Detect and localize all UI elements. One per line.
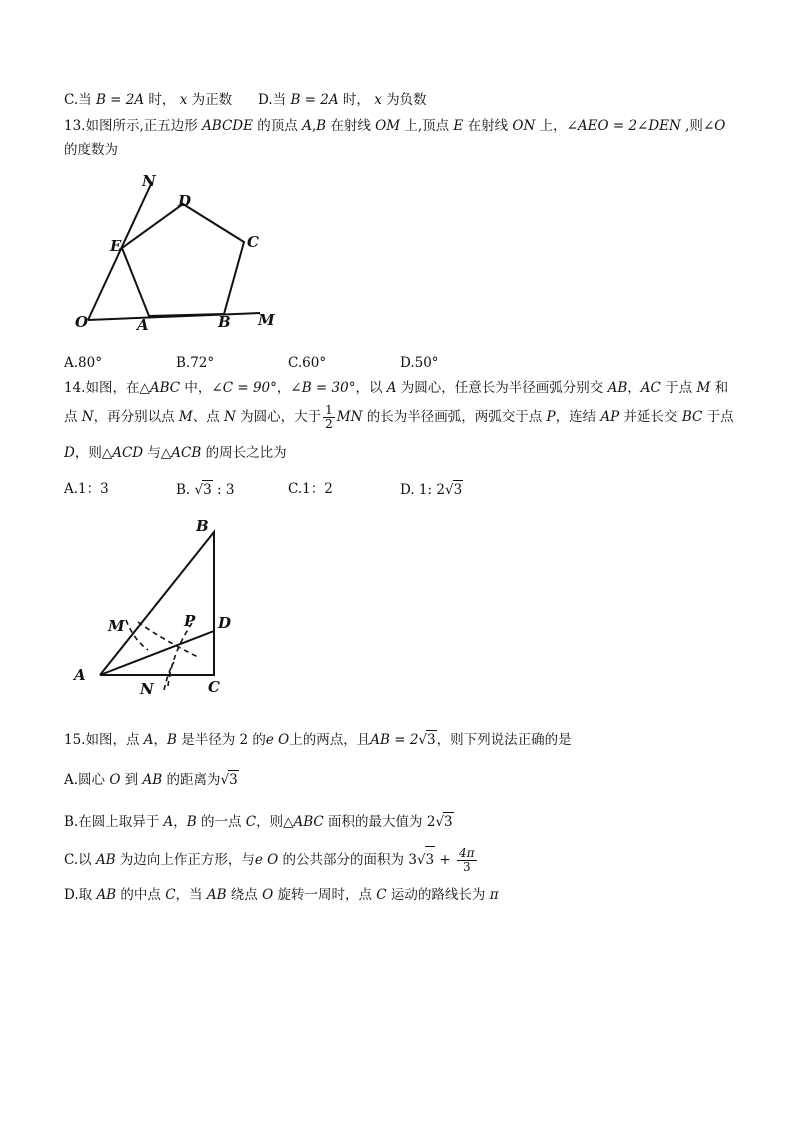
q14-option-d: D. 1: 2√3 [400, 482, 463, 498]
arc-center-a-upper [126, 620, 148, 650]
q14-stem-line1: 14.如图，在△ABC 中，∠C = 90°，∠B = 30°，以 A 为圆心，任意长为半径画弧分别交 AB，AC 于点 M 和 [64, 380, 729, 396]
q13-option-a: A.80° [64, 355, 102, 371]
q13-option-d: D.50° [400, 355, 439, 371]
q14-stem-line3: D，则△ACD 与△ACB 的周长之比为 [64, 445, 287, 461]
q13-stem-line1: 13.如图所示,正五边形 ABCDE 的顶点 A,B 在射线 OM 上,顶点 E 在射线 ON 上，∠AEO = 2∠DEN ,则∠O [64, 118, 726, 134]
label-p: P [184, 612, 196, 630]
label-o: O [75, 313, 89, 331]
q15-option-a: A.圆心 O 到 AB 的距离为√3 [64, 772, 238, 788]
fraction-one-half: $\frac{1}{2}$ [325, 403, 333, 431]
q14-option-c: C.1：2 [288, 481, 333, 497]
label-d: D [218, 614, 232, 632]
q14-stem-line2: 点 N，再分别以点 M、点 N 为圆心，大于 $\frac{1}{2}$ MN 的长为半径画弧，两弧交于点 P，连结 AP 并延长交 BC 于点 [64, 403, 734, 431]
ray-om [88, 313, 260, 320]
label-b: B [218, 313, 231, 331]
label-e: E [110, 237, 122, 255]
label-n: N [140, 680, 154, 698]
q13-pentagon-figure [60, 170, 290, 340]
q14-triangle-figure [68, 512, 248, 702]
label-b: B [196, 517, 209, 535]
fraction-4pi-over-3: $\frac{4\pi}{3}$ [459, 846, 475, 874]
q13-option-c: C.60° [288, 355, 327, 371]
q14-option-a: A.1：3 [64, 481, 109, 497]
label-a: A [74, 666, 86, 684]
label-c: C [208, 678, 220, 696]
q15-option-d: D.取 AB 的中点 C，当 AB 绕点 O 旋转一周时，点 C 运动的路线长为 π [64, 887, 499, 903]
q13-stem-line2: 的度数为 [64, 142, 118, 158]
label-d: D [178, 192, 192, 210]
label-m: M [108, 617, 125, 635]
q15-option-c: C.以 AB 为边向上作正方形，与e O 的公共部分的面积为 3√3 + $\frac{4\pi}{3}$ [64, 846, 475, 874]
q14-option-b: B. √3 : 3 [176, 482, 235, 498]
q12-option-d: D.当 B = 2A 时， x 为负数 [258, 92, 427, 108]
q15-option-b: B.在圆上取异于 A，B 的一点 C，则△ABC 面积的最大值为 2√3 [64, 814, 453, 830]
label-a: A [137, 316, 149, 334]
q15-stem: 15.如图，点 A，B 是半径为 2 的e O上的两点，且AB = 2√3，则下列说法正确的是 [64, 732, 572, 748]
label-c: C [247, 233, 259, 251]
q12-option-c: C.当 B = 2A 时， x 为正数 [64, 92, 233, 108]
pentagon-abcde [122, 204, 244, 316]
q13-option-b: B.72° [176, 355, 215, 371]
label-n: N [142, 172, 156, 190]
label-m: M [258, 311, 275, 329]
